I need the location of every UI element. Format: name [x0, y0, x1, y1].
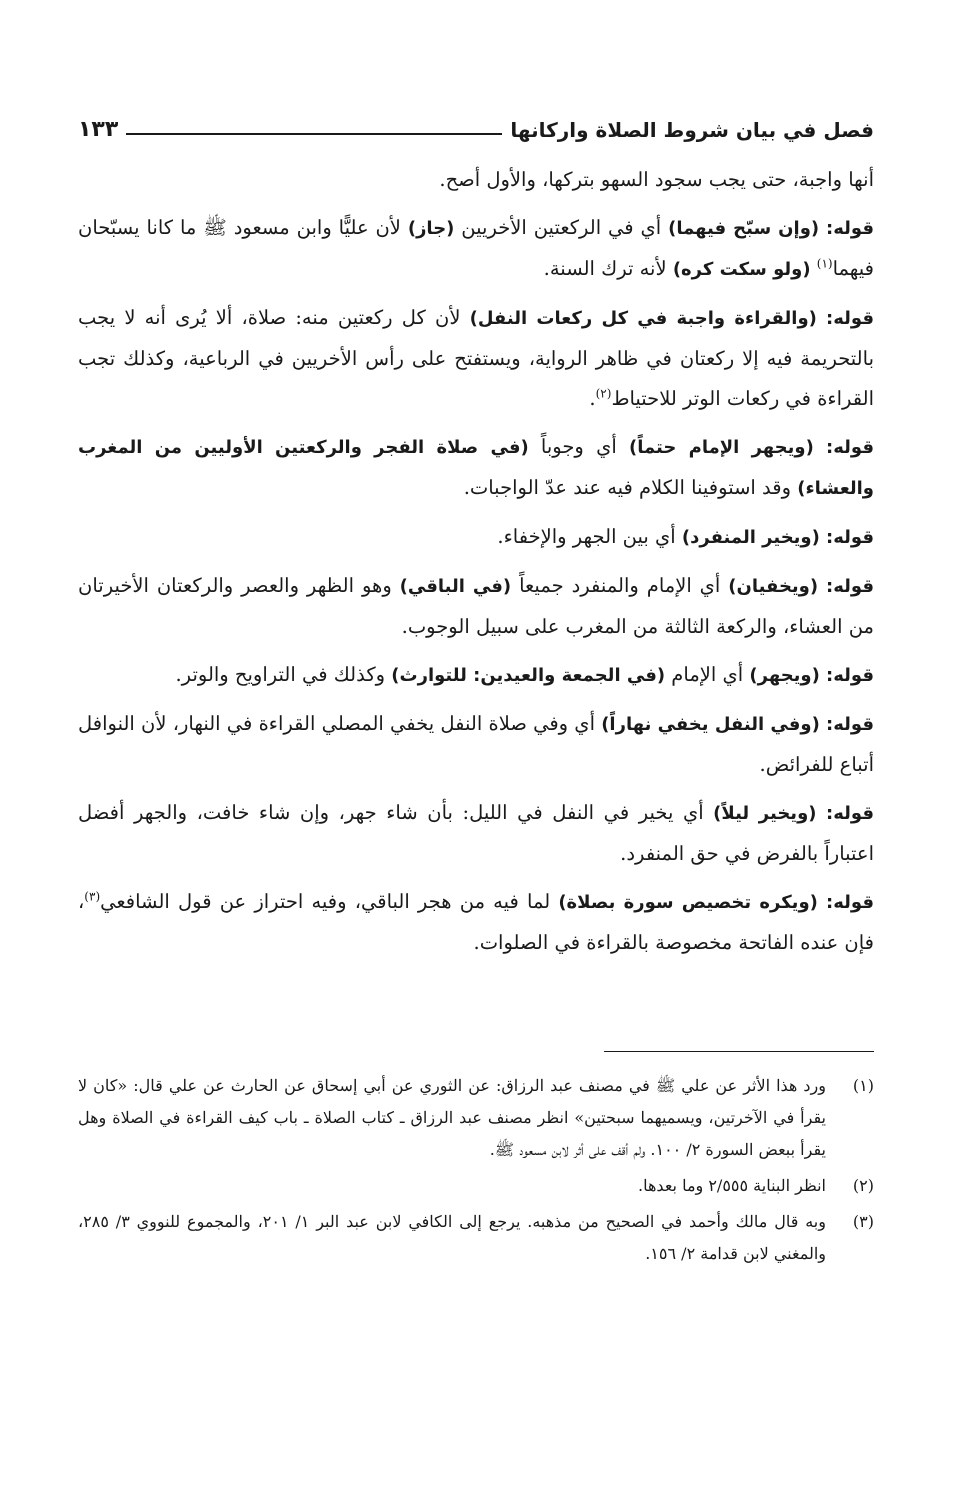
- footnote: [78, 1070, 874, 1166]
- commentary-text: .: [589, 387, 596, 410]
- quoted-text: (ويجهر): [749, 665, 820, 686]
- commentary-text: وهو الظهر والعصر والركعتان الأخيرتان من العشاء، والركعة الثالثة من المغرب على سبيل الوجوب.: [78, 574, 874, 638]
- main-text: [78, 160, 874, 971]
- paragraph: [78, 517, 874, 558]
- commentary-text: [816, 801, 826, 824]
- commentary-text: [818, 890, 826, 913]
- footnote-number: (٣): [852, 1212, 874, 1231]
- footnote-marker: (١): [816, 256, 833, 271]
- quoted-text: (ويخير المنفرد): [681, 527, 820, 548]
- commentary-text: وقد استوفينا الكلام فيه عند عدّ الواجبات.: [463, 476, 798, 499]
- footnote: [78, 1206, 874, 1270]
- quoted-text: (في الباقي): [399, 576, 512, 597]
- commentary-text: أي وفي صلاة النفل يخفي المصلي القراءة في النهار، لأن النوافل أتباع للفرائض.: [78, 712, 874, 776]
- paragraph-lead: قوله:: [826, 527, 874, 548]
- running-header: [78, 108, 874, 142]
- commentary-text: أنها واجبة، حتى يجب سجود السهو بتركها، والأول أصح.: [439, 168, 874, 191]
- quoted-text: (ولو سكت كره): [672, 259, 811, 280]
- commentary-text: لأن كل ركعتين منه: صلاة، ألا يُرى أنه لا يجب بالتحريمة فيه إلا ركعتان في ظاهر الرواية، ويستفتح على رأس الأخريين في الرباعية، وكذلك تجب القراءة في ركعات الوتر للاحتياط: [78, 306, 874, 410]
- quoted-text: (في الجمعة والعيدين: للتوارث): [391, 665, 666, 686]
- paragraph-lead: قوله:: [826, 218, 874, 239]
- footnote: [78, 1170, 874, 1202]
- quoted-text: (ويخفيان): [728, 576, 819, 597]
- paragraph: [78, 208, 874, 290]
- footnote-separator: [604, 1051, 874, 1052]
- paragraph: [78, 704, 874, 785]
- paragraph-lead: قوله:: [826, 714, 874, 735]
- commentary-text: أي الإمام: [665, 663, 750, 686]
- commentary-text: لأنه ترك السنة.: [543, 257, 673, 280]
- commentary-text: لما فيه من هجر الباقي، وفيه احتراز عن قول الشافعي: [100, 890, 559, 913]
- commentary-text: [814, 435, 826, 458]
- commentary-text: أي في الركعتين الأخريين: [454, 216, 669, 239]
- paragraph-lead: قوله:: [826, 308, 874, 329]
- paragraph: [78, 160, 874, 200]
- paragraph: [78, 882, 874, 963]
- quoted-text: (ويجهر الإمام حتماً): [628, 437, 814, 458]
- footnotes: [78, 1070, 874, 1274]
- footnote-text: وبه قال مالك وأحمد في الصحيح من مذهبه. يرجع إلى الكافي لابن عبد البر ١/ ٢٠١، والمجموع للنووي ٣/ ٢٨٥، والمغني لابن قدامة ٢/ ١٥٦.: [78, 1212, 826, 1263]
- commentary-text: أي بين الجهر والإخفاء.: [497, 525, 682, 548]
- chapter-title: فصل في بيان شروط الصلاة واركانها: [510, 118, 874, 142]
- commentary-text: أي الإمام والمنفرد جميعاً: [511, 574, 729, 597]
- page-number: ١٣٣: [78, 117, 119, 142]
- paragraph-lead: قوله:: [826, 665, 874, 686]
- paragraph: [78, 655, 874, 696]
- commentary-text: وكذلك في التراويح والوتر.: [175, 663, 392, 686]
- quoted-text: (وفي النفل يخفي نهاراً): [601, 714, 820, 735]
- footnote-number: (٢): [852, 1176, 874, 1195]
- paragraph: [78, 298, 874, 419]
- quoted-text: (جاز): [407, 218, 455, 239]
- quoted-text: (ويخير ليلاً): [713, 803, 817, 824]
- paragraph-lead: قوله:: [826, 437, 874, 458]
- paragraph: [78, 427, 874, 509]
- paragraph-lead: قوله:: [826, 803, 874, 824]
- commentary-text: [819, 216, 826, 239]
- commentary-text: ، فإن عنده الفاتحة مخصوصة بالقراءة في الصلوات.: [78, 890, 874, 954]
- quoted-text: (وإن سبّح فيهما): [668, 218, 820, 239]
- commentary-text: [817, 306, 826, 329]
- paragraph-lead: قوله:: [826, 892, 874, 913]
- commentary-text: لأن عليًّا وابن مسعود ﷺ ما كانا يسبّحان فيهما: [78, 216, 874, 280]
- footnote-text: انظر البناية ٢/٥٥٥ وما بعدها.: [638, 1176, 826, 1195]
- footnote-number: (١): [852, 1076, 874, 1095]
- quoted-text: (في صلاة الفجر والركعتين الأوليين من المغرب والعشاء): [78, 437, 874, 499]
- footnote-marker: (٢): [595, 386, 612, 401]
- header-rule: [126, 133, 502, 135]
- quoted-text: (ويكره تخصيص سورة بصلاة): [558, 892, 818, 913]
- commentary-text: أي يخير في النفل في الليل: بأن شاء جهر، وإن شاء خافت، والجهر أفضل اعتباراً بالفرض في حق المنفرد.: [78, 801, 874, 865]
- paragraph-lead: قوله:: [826, 576, 874, 597]
- commentary-text: [818, 574, 826, 597]
- quoted-text: (والقراءة واجبة في كل ركعات النفل): [469, 308, 817, 329]
- commentary-text: أي وجوباً: [528, 435, 629, 458]
- footnote-text: ورد هذا الأثر عن علي ﷺ في مصنف عبد الرزاق: عن الثوري عن أبي إسحاق عن الحارث عن علي قال: «كان لا يقرأ في الآخرتين، ويسميهما سبحتين» انظر مصنف عبد الرزاق ـ كتاب الصلاة ـ باب كيف القراءة في الصلاة وهل يقرأ ببعض السورة ٢/ ١٠٠. ولم أقف على أثر لابن مسعود ﷺ.: [78, 1076, 826, 1159]
- footnote-marker: (٣): [84, 889, 101, 904]
- paragraph: [78, 793, 874, 874]
- paragraph: [78, 566, 874, 647]
